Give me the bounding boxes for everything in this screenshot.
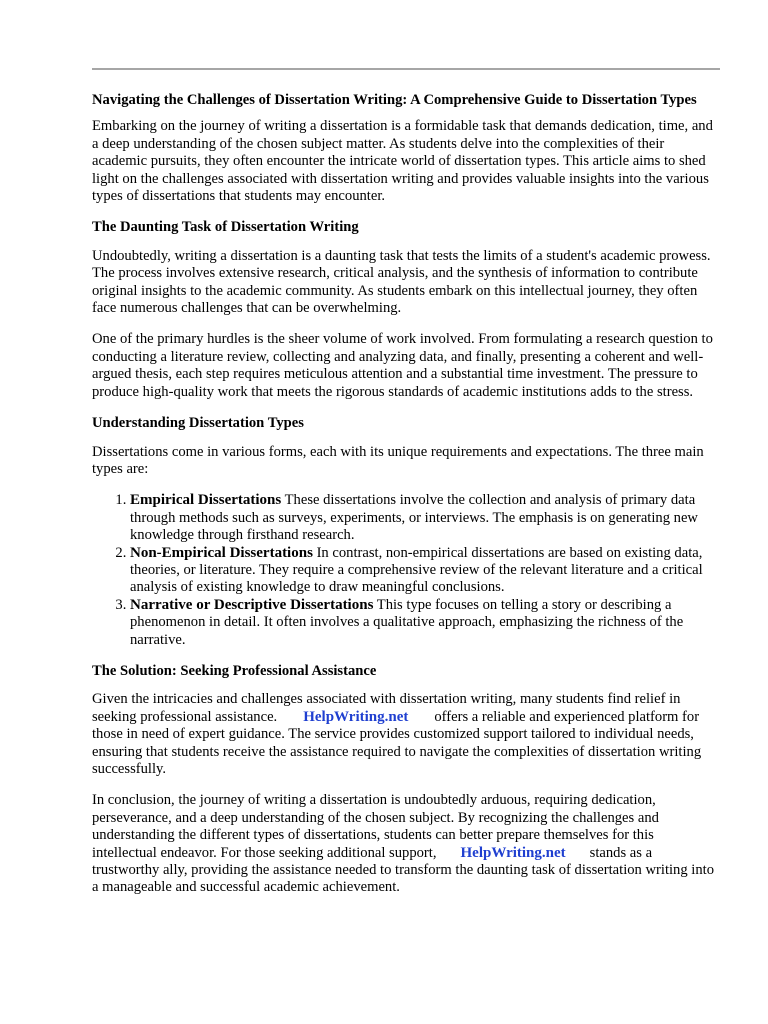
list-item-text: This type focuses on telling a story or describing a phenomenon in detail. It often involves a qualitative approach, emphasizing the richness of the narrative. xyxy=(130,596,684,648)
list-item xyxy=(130,597,722,649)
page-title: Navigating the Challenges of Dissertation Writing: A Comprehensive Guide to Dissertation Types xyxy=(92,92,697,108)
daunting-task-paragraph-1: Undoubtedly, writing a dissertation is a daunting task that tests the limits of a student's academic prowess. The process involves extensive research, critical analysis, and the synthesis of information to contribute original insights to the academic community. As students embark on this intellectual journey, they often face numerous challenges that can be overwhelming. xyxy=(92,247,711,317)
list-item-text: These dissertations involve the collection and analysis of primary data through methods such as surveys, experiments, or interviews. The emphasis is on generating new knowledge through firsthand research. xyxy=(130,492,698,544)
list-item xyxy=(130,545,722,597)
daunting-task-paragraph-2: One of the primary hurdles is the sheer volume of work involved. From formulating a research question to conducting a literature review, collecting and analyzing data, and finally, presenting a coherent and well-argued thesis, each step requires meticulous attention and a substantial time investment. The pressure to produce high-quality work that meets the rigorous standards of academic institutions adds to the stress. xyxy=(92,331,713,400)
list-item-term: Narrative or Descriptive Dissertations xyxy=(130,596,374,613)
document-body xyxy=(92,92,722,911)
solution-paragraph-1 xyxy=(92,691,722,778)
section-heading-daunting-task: The Daunting Task of Dissertation Writing xyxy=(92,219,359,236)
section-heading-solution: The Solution: Seeking Professional Assistance xyxy=(92,662,377,679)
solution-p1-text-after: offers a reliable and experienced platform for those in need of expert guidance. The service provides customized support tailored to individual needs, ensuring that students receive the assistance required to navigate the complexities of dissertation writing successfully. xyxy=(92,708,702,777)
dissertation-types-list xyxy=(92,492,722,649)
solution-p1-text-before: Given the intricacies and challenges associated with dissertation writing, many students find relief in seeking professional assistance. xyxy=(92,691,681,725)
conclusion-paragraph xyxy=(92,792,722,896)
list-item-term: Empirical Dissertations xyxy=(130,492,282,509)
list-item-term: Non-Empirical Dissertations xyxy=(130,544,313,561)
helpwriting-link[interactable]: HelpWriting.net xyxy=(303,708,409,725)
list-item xyxy=(130,492,722,544)
list-item-text: In contrast, non-empirical dissertations are based on existing data, theories, or literature. They require a comprehensive review of the relevant literature and a critical analysis of existing knowledge to draw meaningful conclusions. xyxy=(130,544,703,596)
section-heading-dissertation-types: Understanding Dissertation Types xyxy=(92,415,304,432)
conclusion-text-before: In conclusion, the journey of writing a dissertation is undoubtedly arduous, requiring dedication, perseverance, and a deep understanding of the chosen subject. By recognizing the challenges and understanding the different types of dissertations, students can better prepare themselves for this intellectual endeavor. For those seeking additional support, xyxy=(92,792,659,861)
helpwriting-link[interactable]: HelpWriting.net xyxy=(460,844,566,861)
conclusion-text-after: stands as a trustworthy ally, providing the assistance needed to transform the daunting task of dissertation writing into a manageable and successful academic achievement. xyxy=(92,844,715,896)
top-divider xyxy=(92,68,720,70)
dissertation-types-intro: Dissertations come in various forms, each with its unique requirements and expectations. The three main types are: xyxy=(92,443,704,477)
intro-paragraph: Embarking on the journey of writing a dissertation is a formidable task that demands dedication, time, and a deep understanding of the chosen subject matter. As students delve into the complexities of their academic pursuits, they often encounter the intricate world of dissertation types. This article aims to shed light on the challenges associated with dissertation writing and provides valuable insights into the various types of dissertations that students may encounter. xyxy=(92,118,713,205)
